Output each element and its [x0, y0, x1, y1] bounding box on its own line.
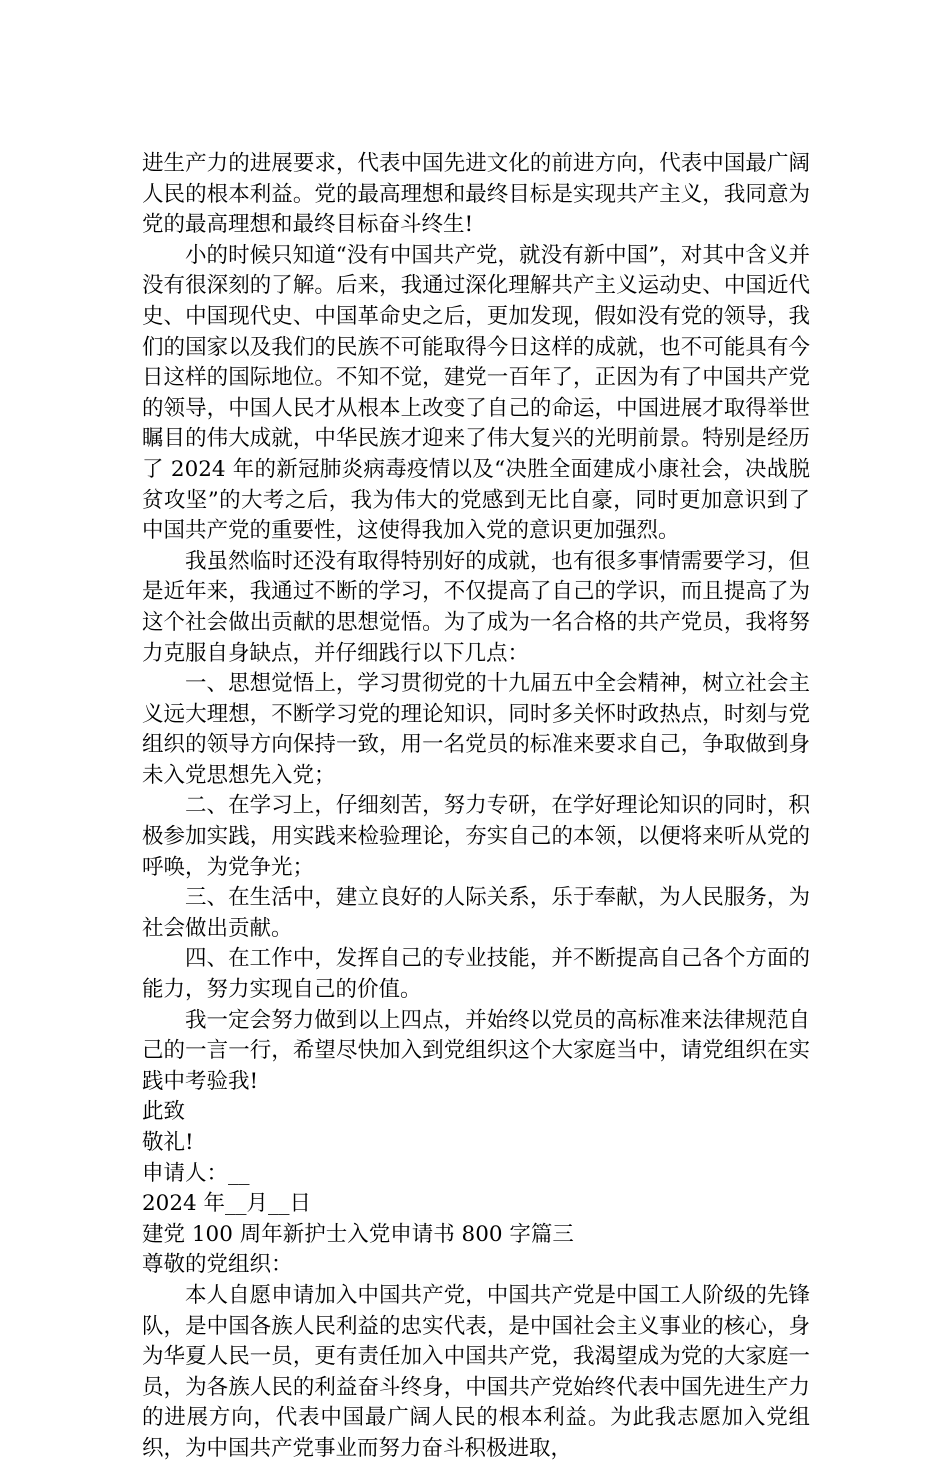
- paragraph-point-four: 四、在工作中，发挥自己的专业技能，并不断提高自己各个方面的能力，努力实现自己的价值。: [142, 946, 810, 1003]
- applicant-signature-line: 申请人：__: [142, 1160, 250, 1186]
- closing-salutation: 此致: [142, 1099, 186, 1125]
- date-line: 2024 年__月__日: [142, 1191, 312, 1217]
- paragraph-continuation: 进生产力的进展要求，代表中国先进文化的前进方向，代表中国最广阔人民的根本利益。党的最高理想和最终目标是实现共产主义，我同意为党的最高理想和最终目标奋斗终生!: [142, 151, 810, 238]
- section-title: 建党 100 周年新护士入党申请书 800 字篇三: [142, 1221, 574, 1247]
- paragraph-point-two: 二、在学习上，仔细刻苦，努力专研，在学好理论知识的同时，积极参加实践，用实践来检验理论，夯实自己的本领，以便将来听从党的呼唤，为党争光；: [142, 793, 810, 880]
- paragraph-point-one: 一、思想觉悟上，学习贯彻党的十九届五中全会精神，树立社会主义远大理想，不断学习党的理论知识，同时多关怀时政热点，时刻与党组织的领导方向保持一致，用一名党员的标准来要求自己，争取做到身未入党思想先入党；: [142, 671, 810, 788]
- paragraph-learning-commitment: 我虽然临时还没有取得特别好的成就，也有很多事情需要学习，但是近年来，我通过不断的学习，不仅提高了自己的学识，而且提高了为这个社会做出贡献的思想觉悟。为了成为一名合格的共产党员，我将努力克服自身缺点，并仔细践行以下几点：: [142, 548, 810, 666]
- document-page: [142, 149, 810, 1465]
- paragraph-point-three: 三、在生活中，建立良好的人际关系，乐于奉献，为人民服务，为社会做出贡献。: [142, 885, 810, 941]
- paragraph-history-understanding: 小的时候只知道“没有中国共产党，就没有新中国”，对其中含义并没有很深刻的了解。后来，我通过深化理解共产主义运动史、中国近代史、中国现代史、中国革命史之后，更加发现，假如没有党的领导，我们的国家以及我们的民族不可能取得今日这样的成就，也不可能具有今日这样的国际地位。不知不觉，建党一百年了，正因为有了中国共产党的领导，中国人民才从根本上改变了自己的命运，中国进展才取得举世瞩目的伟大成就，中华民族才迎来了伟大复兴的光明前景。特别是经历了 2024 年的新冠肺炎病毒疫情以及“决胜全面建成小康社会，决战脱贫攻坚”的大考之后，我为伟大的党感到无比自豪，同时更加意识到了中国共产党的重要性，这使得我加入党的意识更加强烈。: [142, 242, 810, 544]
- paragraph-application-intro: 本人自愿申请加入中国共产党，中国共产党是中国工人阶级的先锋队，是中国各族人民利益的忠实代表，是中国社会主义事业的核心，身为华夏人民一员，更有责任加入中国共产党，我渴望成为党的大家庭一员，为各族人民的利益奋斗终身，中国共产党始终代表中国先进生产力的进展方向，代表中国最广阔人民的根本利益。为此我志愿加入党组织，为中国共产党事业而努力奋斗积极进取，: [142, 1282, 810, 1461]
- greeting-line: 尊敬的党组织：: [142, 1252, 293, 1278]
- paragraph-final-pledge: 我一定会努力做到以上四点，并始终以党员的高标准来法律规范自己的一言一行，希望尽快加入到党组织这个大家庭当中，请党组织在实践中考验我!: [142, 1007, 810, 1094]
- closing-respect: 敬礼!: [142, 1130, 194, 1155]
